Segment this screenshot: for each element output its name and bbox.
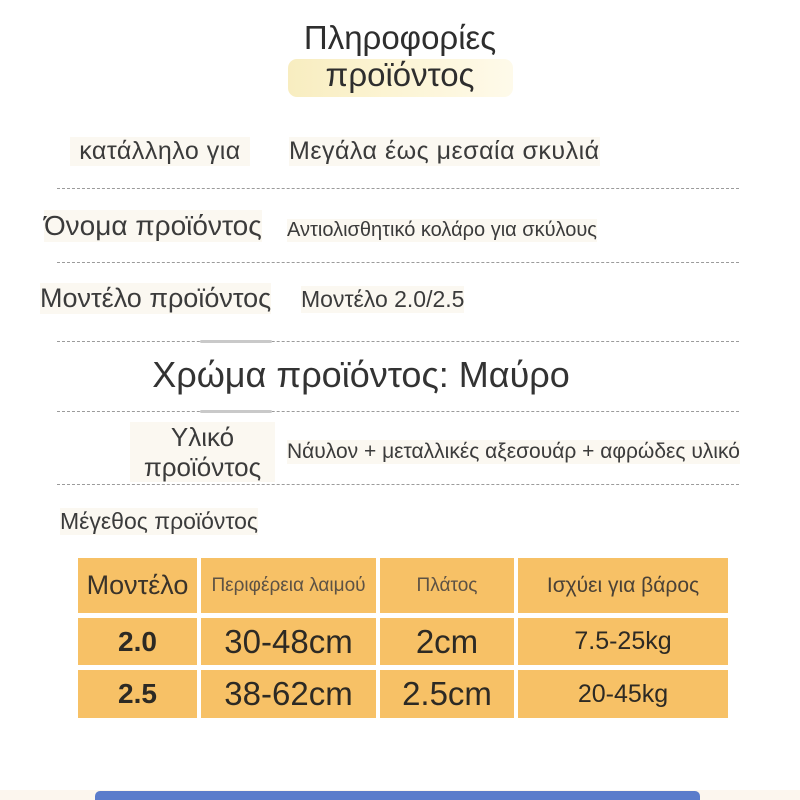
divider — [57, 341, 739, 342]
label-product-name: Όνομα προϊόντος — [44, 210, 262, 241]
label-material-line-2: προϊόντος — [143, 452, 262, 482]
bottom-blue-bar — [95, 791, 700, 800]
value-suitable-for: Μεγάλα έως μεσαία σκυλιά — [289, 137, 600, 165]
page-title — [0, 0, 800, 110]
size-section-heading: Μέγεθος προϊόντος — [60, 508, 259, 534]
product-color-line: Χρώμα προϊόντος: Μαύρο — [152, 354, 570, 395]
table-cell-model-2-0: 2.0 — [78, 618, 197, 665]
table-cell-width-2-0: 2cm — [380, 618, 514, 665]
label-product-material — [130, 422, 275, 482]
label-suitable-for: κατάλληλο για — [70, 137, 250, 166]
table-cell-model-2-5: 2.5 — [78, 670, 197, 718]
table-cell-width-2-5: 2.5cm — [380, 670, 514, 718]
table-header-model: Μοντέλο — [78, 558, 197, 613]
title-line-1: Πληροφορίες — [303, 19, 497, 56]
table-header-weight: Ισχύει για βάρος — [518, 558, 728, 613]
label-material-line-1: Υλικό — [170, 422, 235, 452]
label-product-model: Μοντέλο προϊόντος — [40, 283, 272, 313]
divider — [57, 188, 739, 189]
divider — [57, 484, 739, 485]
title-line-2: προϊόντος — [325, 56, 475, 93]
table-header-neck-girth: Περιφέρεια λαιμού — [201, 558, 376, 613]
divider — [57, 411, 739, 412]
value-product-material: Νάυλον + μεταλλικές αξεσουάρ + αφρώδες υλικό — [287, 440, 740, 463]
divider — [57, 262, 739, 263]
size-table — [78, 558, 728, 718]
value-product-name: Αντιολισθητικό κολάρο για σκύλους — [287, 219, 597, 241]
table-header-width: Πλάτος — [380, 558, 514, 613]
value-product-model: Μοντέλο 2.0/2.5 — [301, 286, 465, 312]
table-cell-weight-2-5: 20-45kg — [518, 670, 728, 718]
table-cell-neck-2-0: 30-48cm — [201, 618, 376, 665]
table-cell-neck-2-5: 38-62cm — [201, 670, 376, 718]
table-cell-weight-2-0: 7.5-25kg — [518, 618, 728, 665]
